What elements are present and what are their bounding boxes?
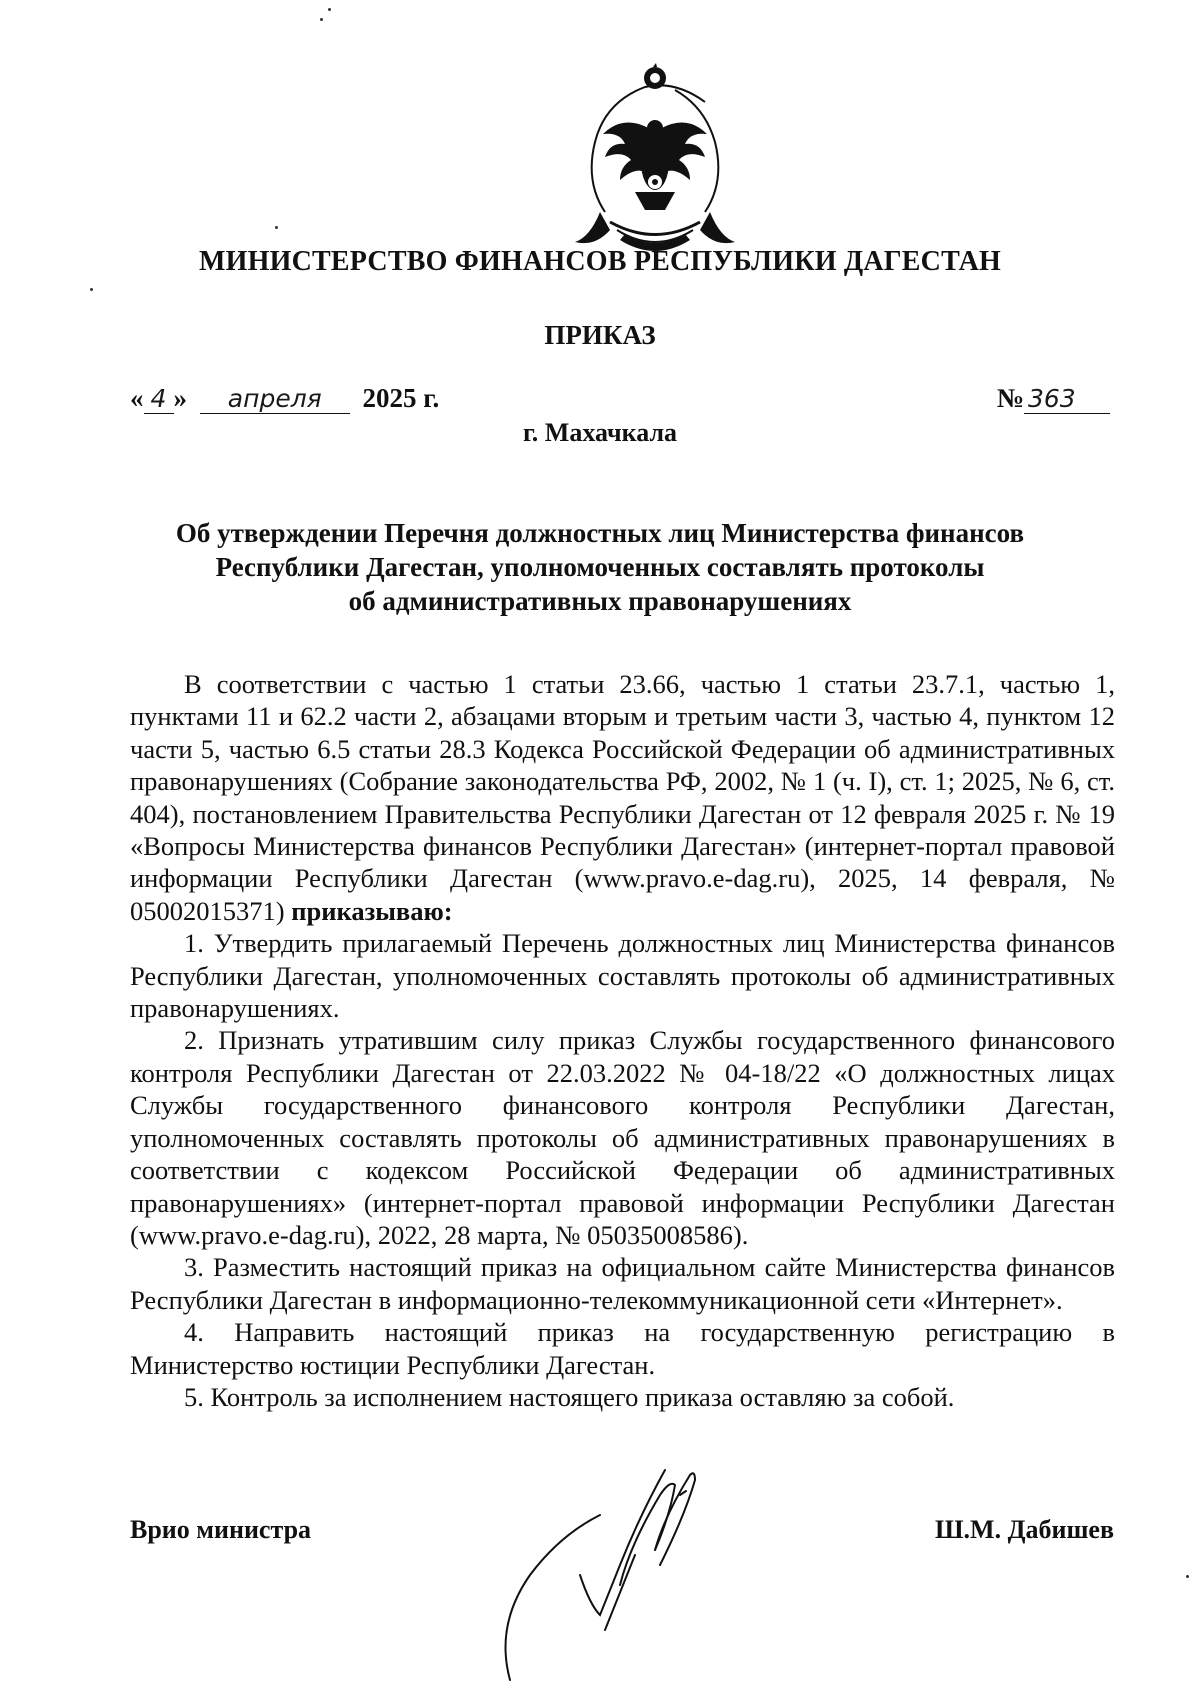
subject-line: Республики Дагестан, уполномоченных составлять протоколы bbox=[215, 552, 985, 582]
order-item: 5. Контроль за исполнением настоящего приказа оставляю за собой. bbox=[184, 1381, 955, 1412]
order-body bbox=[130, 668, 1115, 1413]
document-type: ПРИКАЗ bbox=[544, 320, 656, 350]
subject-line: об административных правонарушениях bbox=[348, 586, 852, 616]
subject-line: Об утверждении Перечня должностных лиц Министерства финансов bbox=[175, 518, 1025, 548]
order-subject bbox=[150, 516, 1050, 618]
preamble-text: В соответствии с частью 1 статьи 23.66, частью 1 статьи 23.7.1, частью 1, пунктами 11 и 62.2 части 2, абзацами вторым и третьим части 3, частью 4, пунктом 12 части 5, частью 6.5 статьи 28.3 Кодекса Российской Федерации об административных правонарушениях (Собрание законодательства РФ, 2002, № 1 (ч. I), ст. 1; 2025, № 6, ст. 404), постановлением Правительства Республики Дагестан от 12 февраля 2025 г. № 19 «Вопросы Министерства финансов Республики Дагестан» (интернет-портал правовой информации Республики Дагестан (www.pravo.e-dag.ru), 2025, 14 февраля, № 05002015371) bbox=[130, 669, 1115, 926]
date-close-quote: » bbox=[173, 383, 187, 413]
order-item: 4. Направить настоящий приказ на государственную регистрацию в Министерство юстиции Республики Дагестан. bbox=[130, 1317, 1115, 1380]
order-item: 2. Признать утратившим силу приказ Службы государственного финансового контроля Республики Дагестан от 22.03.2022 № 04-18/22 «О должностных лицах Службы государственного финансового контроля Республики Дагестан, уполномоченных составлять протоколы об административных правонарушениях в соответствии с кодексом Российской Федерации об административных правонарушениях» (интернет-портал правовой информации Республики Дагестан (www.pravo.e-dag.ru), 2022, 28 марта, № 05035008586). bbox=[130, 1025, 1115, 1250]
date-year: 2025 г. bbox=[362, 383, 440, 413]
order-item: 3. Разместить настоящий приказ на официальном сайте Министерства финансов Республики Дагестан в информационно-телекоммуникационной сети «Интернет». bbox=[130, 1252, 1115, 1315]
order-date bbox=[130, 383, 439, 414]
number-value: 363 bbox=[1024, 384, 1110, 414]
date-open-quote: « bbox=[130, 383, 144, 413]
coat-of-arms-icon bbox=[565, 62, 745, 262]
scan-speck bbox=[320, 18, 323, 21]
order-item: 1. Утвердить прилагаемый Перечень должностных лиц Министерства финансов Республики Дагестан, уполномоченных составлять протоколы об административных правонарушениях. bbox=[130, 928, 1115, 1024]
scan-speck bbox=[90, 288, 93, 291]
ministry-title: МИНИСТЕРСТВО ФИНАНСОВ РЕСПУБЛИКИ ДАГЕСТАН bbox=[199, 246, 1001, 277]
preamble-paragraph bbox=[130, 668, 1115, 927]
scan-speck bbox=[1186, 1575, 1189, 1578]
scan-speck bbox=[328, 8, 331, 11]
number-label: № bbox=[996, 383, 1024, 413]
signatory-role: Врио министра bbox=[130, 1515, 312, 1544]
city: г. Махачкала bbox=[522, 418, 678, 447]
scan-speck bbox=[275, 226, 278, 229]
signatory-name: Ш.М. Дабишев bbox=[935, 1515, 1114, 1544]
order-number bbox=[997, 383, 1110, 414]
order-verb: приказываю: bbox=[291, 895, 453, 926]
date-day: 4 bbox=[144, 384, 174, 414]
handwritten-signature-icon bbox=[490, 1455, 750, 1685]
date-month: апреля bbox=[200, 384, 350, 414]
